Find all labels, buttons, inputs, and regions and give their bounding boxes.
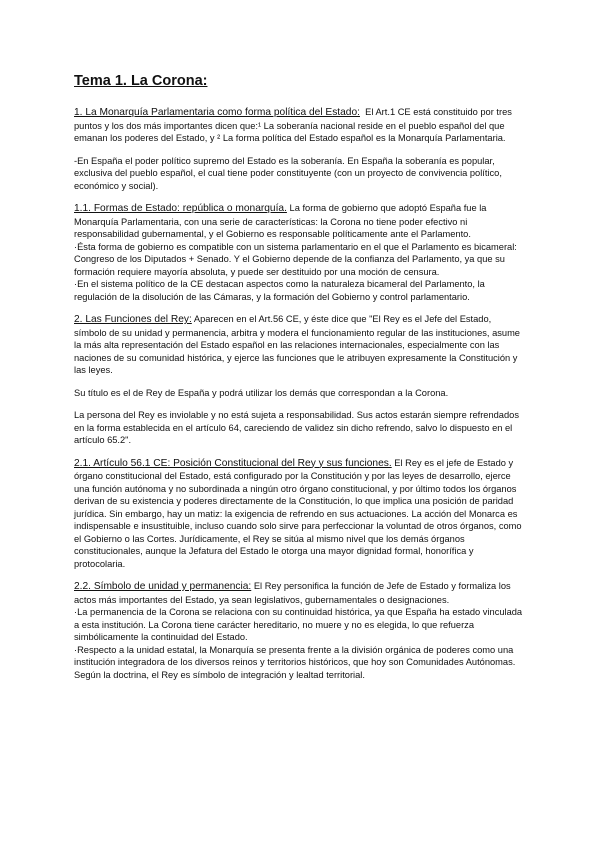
section-2-body: Aparecen en el Art.56 CE, y éste dice que "El Rey es el Jefe del Estado, símbolo de su unidad y permanencia, arbitra y modera el funcionamiento regular de las instituciones, asume la más alta representación del Estado español en las relaciones internacionales, especialmente con las naciones de su comunidad histórica, y ejerce las funciones que le atribuyen expresamente la Constitución y las leyes. xyxy=(74,314,520,375)
section-2-1-heading: 2.1. Artículo 56.1 CE: Posición Constitucional del Rey y sus funciones. xyxy=(74,457,392,469)
section-2-heading: 2. Las Funciones del Rey: xyxy=(74,314,192,325)
section-2-paragraph-3: La persona del Rey es inviolable y no está sujeta a responsabilidad. Sus actos estarán siempre refrendados en la forma establecida en el artículo 64, careciendo de validez sin dicho refrendo, salvo lo dispuesto en el artículo 65.2". xyxy=(74,410,519,445)
section-2 xyxy=(74,313,526,377)
section-2-2-point-3: ·Respecto a la unidad estatal, la Monarquía se presenta frente a la división orgánica de poderes como una institución integradora de los diversos reinos y territorios históricos, que hoy son Comunidades Autónomas. Según la doctrina, el Rey es símbolo de integración y lealtad territorial. xyxy=(74,644,516,680)
section-1-body: El Art.1 CE está constituido por tres puntos y los dos más importantes dicen que:¹ La soberanía nacional reside en el pueblo español del que emanan los poderes del Estado, y ² La forma política del Estado español es la Monarquía Parlamentaria. xyxy=(74,107,512,143)
section-1-heading: 1. La Monarquía Parlamentaria como forma política del Estado: xyxy=(74,107,360,118)
section-1-note: -En España el poder político supremo del Estado es la soberanía. En España la soberanía es popular, exclusiva del pueblo español, el cual tiene poder constituyente (con un proyecto de convivencia político, económico y social). xyxy=(74,155,502,191)
section-1-1-body: La forma de gobierno que adoptó España fue la Monarquía Parlamentaria, con una serie de características: la Corona no tiene poder efectivo ni responsabilidad gubernamental, y el Gobierno es responsable políticamente ante el Parlamento. xyxy=(74,203,487,239)
section-1-1 xyxy=(74,202,526,303)
section-1-1-heading: 1.1. Formas de Estado: república o monarquía. xyxy=(74,203,287,214)
page-title: Tema 1. La Corona: xyxy=(74,73,208,89)
section-2-1-body: El Rey es el jefe de Estado y órgano constitucional del Estado, está configurado por la Constitución y por las leyes de desarrollo, ejerce una función autónoma y no subordinada a ningún otro órgano constitucional, y por último todos los órganos derivan de su existencia y poderes directamente de la Constitución, lo que implica una posición de paridad jurídica. Sin embargo, hay un matiz: la exigencia de refrendo en sus actuaciones. La acción del Monarca es indispensable e insustituible, incluso cuando solo sirve para perfeccionar la voluntad de otros órganos, como el Gobierno o las Cortes. Jurídicamente, el Rey se sitúa al mismo nivel que los demás órganos constitucionales, aunque la Jefatura del Estado le otorga una mayor dignidad formal, honorífica y protocolaria. xyxy=(74,457,522,569)
section-2-2-point-2: ·La permanencia de la Corona se relaciona con su continuidad histórica, ya que España ha estado vinculada a esta institución. La Corona tiene carácter hereditario, no muere y no es elegida, lo que refuerza simbólicamente la continuidad del Estado. xyxy=(74,607,523,642)
section-2-2-body: El Rey personifica la función de Jefe de Estado y formaliza los actos más importantes del Estado, ya sean legislativos, gubernamentales o designaciones. xyxy=(74,581,511,605)
section-1-1-point-3: ·En el sistema político de la CE destacan aspectos como la naturaleza bicameral del Parlamento, la regulación de la disolución de las Cámaras, y la formación del Gobierno y control parlamentario. xyxy=(74,279,485,302)
section-1 xyxy=(74,106,526,145)
section-2-1 xyxy=(74,457,526,571)
section-2-paragraph-2: Su título es el de Rey de España y podrá utilizar los demás que correspondan a la Corona. xyxy=(74,387,449,398)
section-2-2 xyxy=(74,580,526,681)
section-2-2-heading: 2.2. Símbolo de unidad y permanencia: xyxy=(74,581,252,592)
section-1-1-point-2: ·Ésta forma de gobierno es compatible con un sistema parlamentario en el que el Parlamento es bicameral: Congreso de los Diputados + Senado. Y el Gobierno depende de la confianza del Parlamento, ya que su formación requiere mayoría absoluta, y puede ser destituido por una moción de censura. xyxy=(74,241,517,277)
